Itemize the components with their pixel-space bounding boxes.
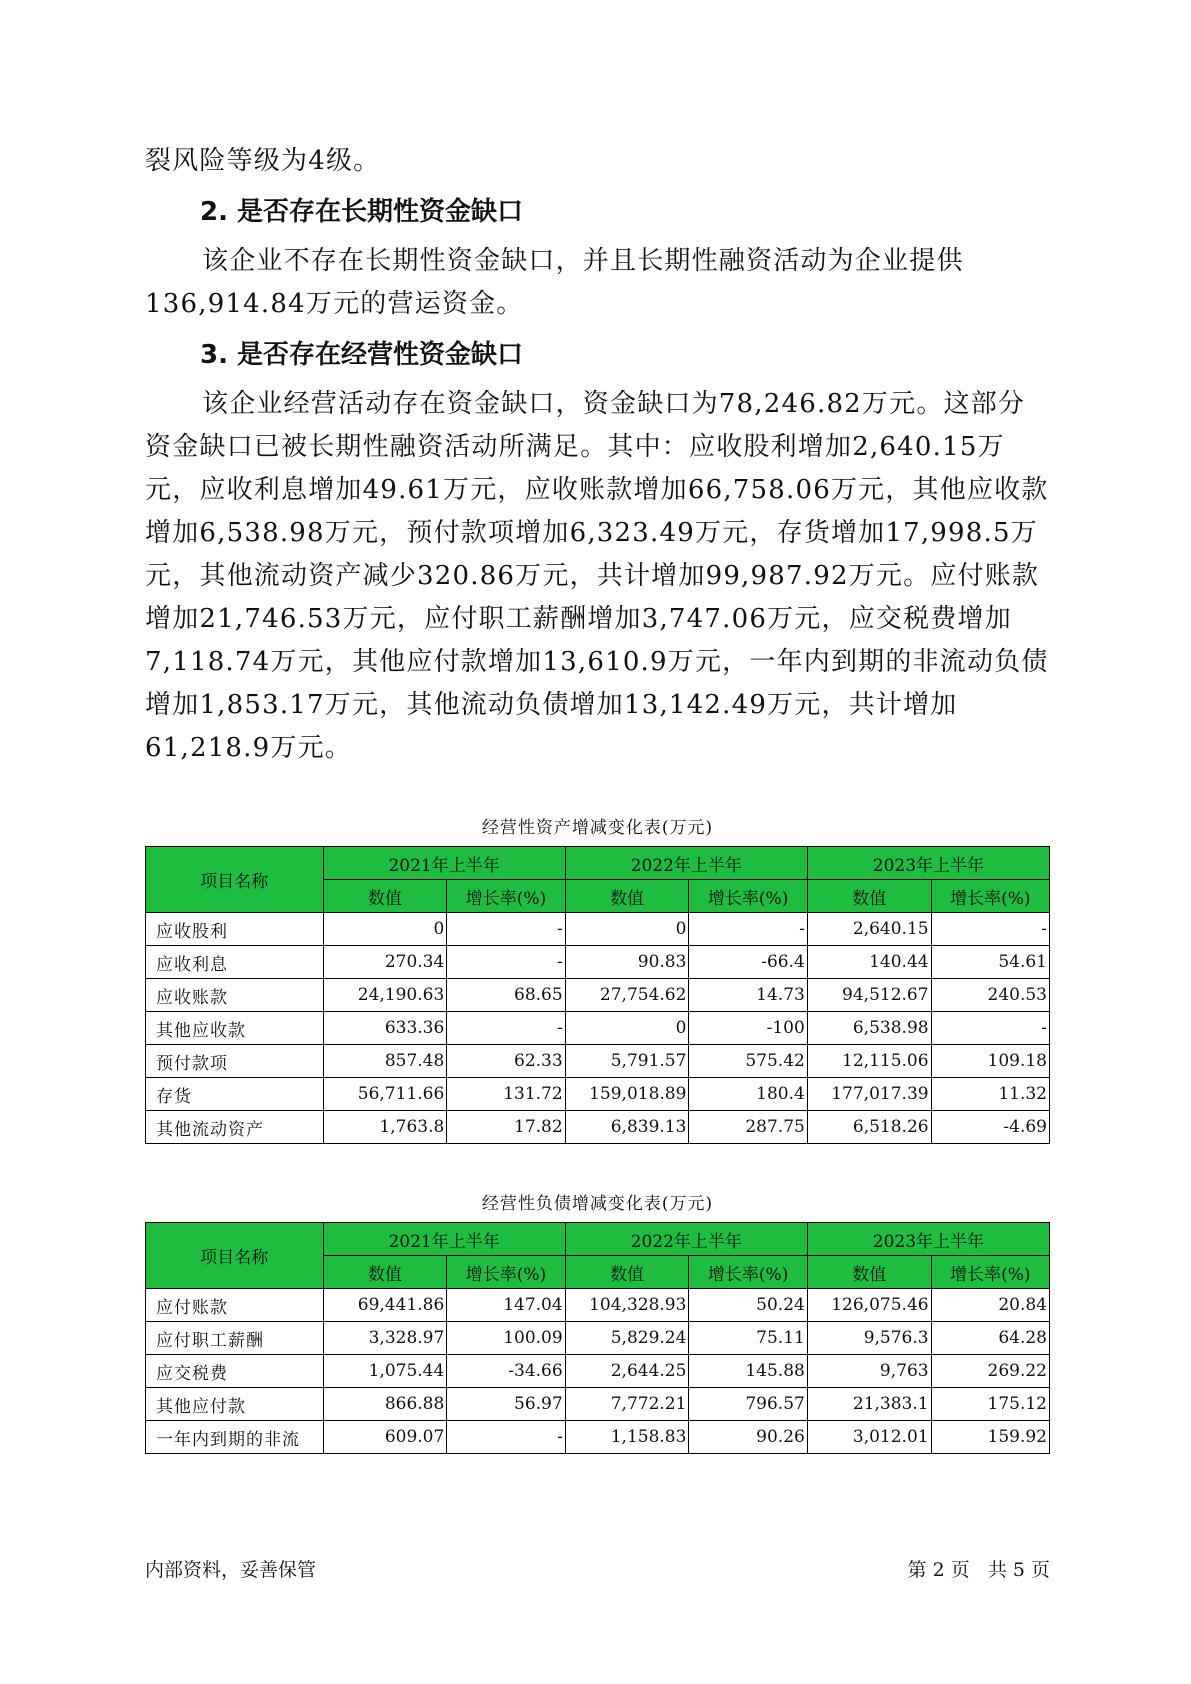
paragraph-risk-level: 裂风险等级为4级。: [145, 146, 381, 176]
table-row: [146, 979, 1050, 1012]
value-cell: 21,383.1: [807, 1388, 931, 1421]
liability-change-table: [145, 1222, 1050, 1454]
growth-rate-header: 增长率(%): [447, 880, 565, 913]
table-row: [146, 1322, 1050, 1355]
document-page: [145, 140, 1050, 1454]
table-row: [146, 946, 1050, 979]
value-cell: 56,711.66: [323, 1078, 447, 1111]
value-cell: 1,763.8: [323, 1111, 447, 1144]
footer-confidential-note: 内部资料，妥善保管: [145, 1559, 317, 1581]
period-header: 2021年上半年: [323, 1223, 565, 1256]
period-header: 2022年上半年: [565, 1223, 807, 1256]
growth-rate-cell: 100.09: [447, 1322, 565, 1355]
row-item-name: 应付职工薪酬: [146, 1322, 324, 1355]
item-name-header: 项目名称: [146, 847, 324, 913]
value-header: 数值: [807, 880, 931, 913]
growth-rate-cell: -66.4: [689, 946, 807, 979]
growth-rate-cell: -: [447, 1421, 565, 1454]
asset-change-table: [145, 846, 1050, 1144]
value-header: 数值: [807, 1256, 931, 1289]
value-cell: 9,576.3: [807, 1322, 931, 1355]
value-cell: 3,012.01: [807, 1421, 931, 1454]
section-heading-3: 3. 是否存在经营性资金缺口: [200, 340, 524, 370]
growth-rate-cell: 269.22: [931, 1355, 1049, 1388]
growth-rate-cell: 109.18: [931, 1045, 1049, 1078]
table-row: [146, 1045, 1050, 1078]
value-cell: 6,839.13: [565, 1111, 689, 1144]
row-item-name: 其他应付款: [146, 1388, 324, 1421]
page-footer: [145, 1555, 1050, 1582]
period-header: 2023年上半年: [807, 847, 1049, 880]
value-cell: 94,512.67: [807, 979, 931, 1012]
row-item-name: 应收利息: [146, 946, 324, 979]
growth-rate-cell: 175.12: [931, 1388, 1049, 1421]
section-heading-2: 2. 是否存在长期性资金缺口: [200, 197, 524, 227]
value-cell: 159,018.89: [565, 1078, 689, 1111]
value-cell: 27,754.62: [565, 979, 689, 1012]
row-item-name: 应付账款: [146, 1289, 324, 1322]
liability-table-body: [146, 1289, 1050, 1454]
period-header: 2023年上半年: [807, 1223, 1049, 1256]
growth-rate-cell: -: [447, 913, 565, 946]
growth-rate-cell: 14.73: [689, 979, 807, 1012]
value-cell: 104,328.93: [565, 1289, 689, 1322]
value-cell: 7,772.21: [565, 1388, 689, 1421]
table-row: [146, 1012, 1050, 1045]
growth-rate-cell: 54.61: [931, 946, 1049, 979]
paragraph-operating-gap: 该企业经营活动存在资金缺口，资金缺口为78,246.82万元。这部分资金缺口已被长期性融资活动所满足。其中：应收股利增加2,640.15万元，应收利息增加49.61万元，应收账款增加66,758.06万元，其他应收款增加6,538.98万元，预付款项增加6,323.49万元，存货增加17,998.5万元，其他流动资产减少320.86万元，共计增加99,987.92万元。应付账款增加21,746.53万元，应付职工薪酬增加3,747.06万元，应交税费增加7,118.74万元，其他应付款增加13,610.9万元，一年内到期的非流动负债增加1,853.17万元，其他流动负债增加13,142.49万元，共计增加61,218.9万元。: [145, 389, 1049, 763]
row-item-name: 其他流动资产: [146, 1111, 324, 1144]
value-cell: 1,158.83: [565, 1421, 689, 1454]
growth-rate-cell: 56.97: [447, 1388, 565, 1421]
value-cell: 12,115.06: [807, 1045, 931, 1078]
growth-rate-header: 增长率(%): [931, 880, 1049, 913]
growth-rate-header: 增长率(%): [931, 1256, 1049, 1289]
value-cell: 1,075.44: [323, 1355, 447, 1388]
value-header: 数值: [323, 880, 447, 913]
value-header: 数值: [565, 880, 689, 913]
growth-rate-cell: 287.75: [689, 1111, 807, 1144]
growth-rate-cell: 796.57: [689, 1388, 807, 1421]
period-header: 2022年上半年: [565, 847, 807, 880]
row-item-name: 应收股利: [146, 913, 324, 946]
growth-rate-header: 增长率(%): [689, 1256, 807, 1289]
value-cell: 0: [565, 913, 689, 946]
row-item-name: 应交税费: [146, 1355, 324, 1388]
page-number: 第 2 页 共 5 页: [907, 1559, 1050, 1581]
item-name-header: 项目名称: [146, 1223, 324, 1289]
growth-rate-cell: 68.65: [447, 979, 565, 1012]
growth-rate-cell: 11.32: [931, 1078, 1049, 1111]
value-cell: 5,791.57: [565, 1045, 689, 1078]
growth-rate-cell: 575.42: [689, 1045, 807, 1078]
table-row: [146, 1289, 1050, 1322]
value-cell: 140.44: [807, 946, 931, 979]
value-cell: 69,441.86: [323, 1289, 447, 1322]
value-cell: 866.88: [323, 1388, 447, 1421]
growth-rate-cell: -: [931, 913, 1049, 946]
growth-rate-cell: -100: [689, 1012, 807, 1045]
value-cell: 857.48: [323, 1045, 447, 1078]
row-item-name: 预付款项: [146, 1045, 324, 1078]
growth-rate-cell: 50.24: [689, 1289, 807, 1322]
growth-rate-cell: -: [447, 946, 565, 979]
value-cell: 270.34: [323, 946, 447, 979]
value-cell: 0: [323, 913, 447, 946]
growth-rate-cell: 240.53: [931, 979, 1049, 1012]
growth-rate-cell: 62.33: [447, 1045, 565, 1078]
growth-rate-cell: 145.88: [689, 1355, 807, 1388]
row-item-name: 存货: [146, 1078, 324, 1111]
value-cell: 609.07: [323, 1421, 447, 1454]
value-cell: 126,075.46: [807, 1289, 931, 1322]
value-header: 数值: [565, 1256, 689, 1289]
growth-rate-cell: -34.66: [447, 1355, 565, 1388]
value-cell: 2,644.25: [565, 1355, 689, 1388]
growth-rate-cell: 131.72: [447, 1078, 565, 1111]
value-cell: 6,518.26: [807, 1111, 931, 1144]
growth-rate-cell: 147.04: [447, 1289, 565, 1322]
value-cell: 3,328.97: [323, 1322, 447, 1355]
growth-rate-cell: 20.84: [931, 1289, 1049, 1322]
growth-rate-cell: 159.92: [931, 1421, 1049, 1454]
period-header: 2021年上半年: [323, 847, 565, 880]
growth-rate-header: 增长率(%): [447, 1256, 565, 1289]
growth-rate-cell: 90.26: [689, 1421, 807, 1454]
growth-rate-cell: 75.11: [689, 1322, 807, 1355]
value-cell: 9,763: [807, 1355, 931, 1388]
table-caption-assets: 经营性资产增减变化表(万元): [481, 818, 714, 838]
value-cell: 5,829.24: [565, 1322, 689, 1355]
value-cell: 2,640.15: [807, 913, 931, 946]
paragraph-long-term-gap: 该企业不存在长期性资金缺口，并且长期性融资活动为企业提供136,914.84万元的营运资金。: [145, 246, 964, 319]
growth-rate-cell: -: [689, 913, 807, 946]
table-row: [146, 1078, 1050, 1111]
growth-rate-cell: 64.28: [931, 1322, 1049, 1355]
growth-rate-cell: 17.82: [447, 1111, 565, 1144]
growth-rate-cell: 180.4: [689, 1078, 807, 1111]
row-item-name: 应收账款: [146, 979, 324, 1012]
growth-rate-cell: -: [447, 1012, 565, 1045]
table-row: [146, 1388, 1050, 1421]
row-item-name: 一年内到期的非流: [146, 1421, 324, 1454]
table-row: [146, 1355, 1050, 1388]
table-caption-liabilities: 经营性负债增减变化表(万元): [481, 1194, 714, 1214]
value-cell: 90.83: [565, 946, 689, 979]
table-row: [146, 1421, 1050, 1454]
value-cell: 6,538.98: [807, 1012, 931, 1045]
asset-table-body: [146, 913, 1050, 1144]
value-cell: 0: [565, 1012, 689, 1045]
table-row: [146, 1111, 1050, 1144]
growth-rate-header: 增长率(%): [689, 880, 807, 913]
growth-rate-cell: -: [931, 1012, 1049, 1045]
value-cell: 177,017.39: [807, 1078, 931, 1111]
table-row: [146, 913, 1050, 946]
value-cell: 24,190.63: [323, 979, 447, 1012]
value-header: 数值: [323, 1256, 447, 1289]
growth-rate-cell: -4.69: [931, 1111, 1049, 1144]
value-cell: 633.36: [323, 1012, 447, 1045]
row-item-name: 其他应收款: [146, 1012, 324, 1045]
